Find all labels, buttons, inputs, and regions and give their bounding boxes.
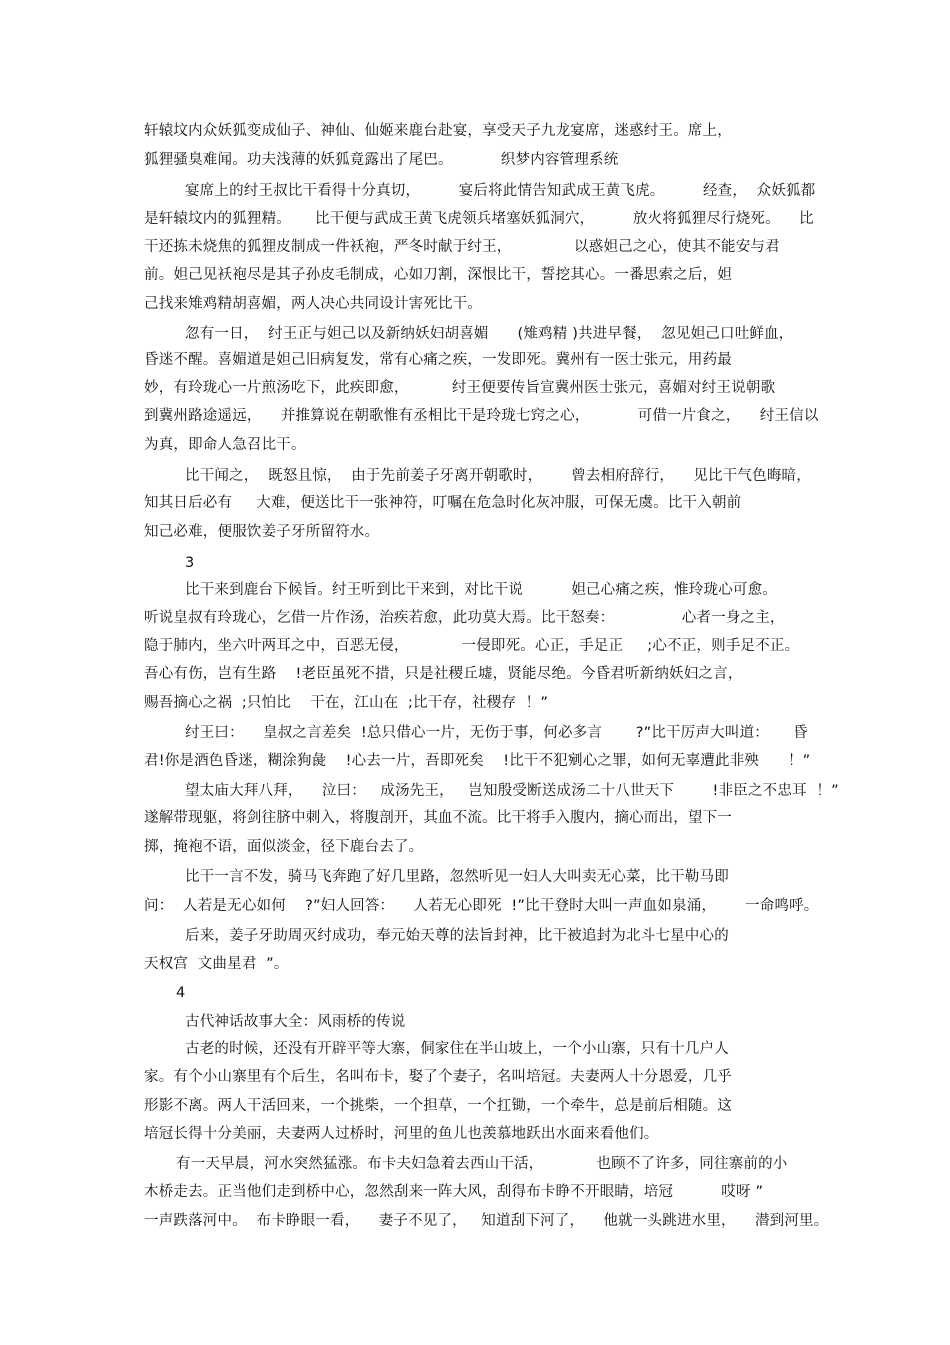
text-line: 昏迷不醒。喜媚道是妲己旧病复发，常有心痛之疾，一发即死。冀州有一医士张元，用药最	[144, 352, 732, 368]
text-line: 听说皇叔有玲珑心，乞借一片作汤，治疾若愈，此功莫大焉。比干怒奏： 心者一身之主，	[144, 610, 785, 626]
text-line: 纣王曰： 皇叔之言差矣 !总只借心一片，无伤于事，何必多言 ?”比干厉声大叫道： 昏	[185, 725, 808, 741]
text-line: 一声跌落河中。 布卡睁眼一看， 妻子不见了， 知道刮下河了， 他就一头跳进水里， 潜到河里。	[144, 1213, 829, 1229]
text-line: 知己必难，便服饮姜子牙所留符水。	[144, 524, 380, 540]
text-line: 狐狸骚臭难闻。功夫浅薄的妖狐竟露出了尾巴。 织梦内容管理系统	[144, 152, 619, 168]
text-line: 木桥走去。正当他们走到桥中心，忽然刮来一阵大风，刮得布卡睁不开眼睛，培冠 哎呀 ”	[144, 1184, 764, 1200]
text-line: 后来，姜子牙助周灭纣成功，奉元始天尊的法旨封神，比干被追封为北斗七星中心的	[185, 928, 729, 944]
text-line: 前。妲己见袄袍尽是其子孙皮毛制成，心如刀割，深恨比干，誓挖其心。一番思索之后，妲	[144, 267, 732, 283]
text-line: 干还拣未烧焦的狐狸皮制成一件袄袍，严冬时献于纣王， 以惑妲己之心，使其不能安与君	[144, 239, 780, 255]
text-line: 比干闻之， 既怒且惊， 由于先前姜子牙离开朝歌时， 曾去相府辞行， 见比干气色晦暗，	[185, 468, 811, 484]
text-line: 培冠长得十分美丽，夫妻两人过桥时，河里的鱼儿也羡慕地跃出水面来看他们。	[144, 1126, 659, 1142]
text-line: 是轩辕坟内的狐狸精。 比干便与武成王黄飞虎领兵堵塞妖狐洞穴， 放火将狐狸尽行烧死。 比	[144, 211, 814, 227]
text-line: 宴席上的纣王叔比干看得十分真切， 宴后将此情告知武成王黄飞虎。 经查， 众妖狐都	[185, 183, 816, 199]
text-line: 有一天早晨，河水突然猛涨。布卡夫妇急着去西山干活， 也顾不了许多，同往寨前的小	[176, 1156, 788, 1172]
text-line: 妙，有玲珑心一片煎汤吃下，此疾即愈， 纣王便要传旨宣冀州医士张元，喜媚对纣王说朝歌	[144, 380, 776, 396]
text-line: 为真，即命人急召比干。	[144, 437, 306, 453]
text-line: 古老的时候，还没有开辟平等大寨，侗家住在半山坡上，一个小山寨，只有十几户人	[185, 1041, 729, 1057]
story-title: 古代神话故事大全：风雨桥的传说	[185, 1014, 406, 1030]
text-line: 比干来到鹿台下候旨。纣王听到比干来到，对比干说 妲己心痛之疾，惟玲珑心可愈。	[185, 582, 777, 598]
text-line: 君!你是酒色昏迷，糊涂狗彘 !心去一片，吾即死矣 !比干不犯剜心之罪，如何无辜遭此非殃 ！”	[144, 753, 811, 769]
text-line: 隐于肺内，坐六叶两耳之中，百恶无侵， 一侵即死。心正，手足正 ;心不正，则手足不正。	[144, 638, 800, 654]
section-number: 4	[176, 985, 186, 1001]
text-line: 知其日后必有 大难，便送比干一张神符，叮嘱在危急时化灰冲服，可保无虞。比干入朝前	[144, 495, 742, 511]
text-line: 忽有一日， 纣王正与妲己以及新纳妖妇胡喜媚 (雉鸡精 )共进早餐， 忽见妲己口吐鲜血，	[185, 326, 794, 342]
text-line: 己找来雉鸡精胡喜媚，两人决心共同设计害死比干。	[144, 296, 483, 312]
text-line: 赐吾摘心之祸 ;只怕比 干在，江山在 ;比干存，社稷存 ！”	[144, 695, 549, 711]
section-number: 3	[185, 555, 195, 571]
text-line: 望太庙大拜八拜， 泣曰： 成汤先王， 岂知殷受断送成汤二十八世天下 !非臣之不忠耳 ！”	[185, 783, 839, 799]
text-line: 天权宫 文曲星君 ”。	[144, 956, 289, 972]
text-line: 到冀州路途遥远， 并推算说在朝歌惟有丞相比干是玲珑七窍之心， 可借一片食之， 纣王信以	[144, 408, 819, 424]
text-line: 家。有个小山寨里有个后生，名叫布卡，娶了个妻子，名叫培冠。夫妻两人十分恩爱，几乎	[144, 1069, 732, 1085]
text-line: 吾心有伤，岂有生路 !老臣虽死不措，只是社稷丘墟，贤能尽绝。今昏君听新纳妖妇之言，	[144, 666, 743, 682]
text-line: 掷，掩袍不语，面似淡金，径下鹿台去了。	[144, 839, 424, 855]
text-line: 形影不离。两人干活回来，一个挑柴，一个担草，一个扛锄，一个牵牛，总是前后相随。这	[144, 1098, 732, 1114]
text-line: 比干一言不发，骑马飞奔跑了好几里路，忽然听见一妇人大叫卖无心菜，比干勒马即	[185, 869, 729, 885]
text-line: 问： 人若是无心如何 ?”妇人回答： 人若无心即死 !”比干登时大叫一声血如泉涌， 一命鸣呼。	[144, 898, 819, 914]
text-line: 遂解带现躯，将剑往脐中刺入，将腹剖开，其血不流。比干将手入腹内，摘心而出，望下一	[144, 810, 732, 826]
text-line: 轩辕坟内众妖狐变成仙子、神仙、仙姬来鹿台赴宴，享受天子九龙宴席，迷惑纣王。席上，	[144, 123, 732, 139]
